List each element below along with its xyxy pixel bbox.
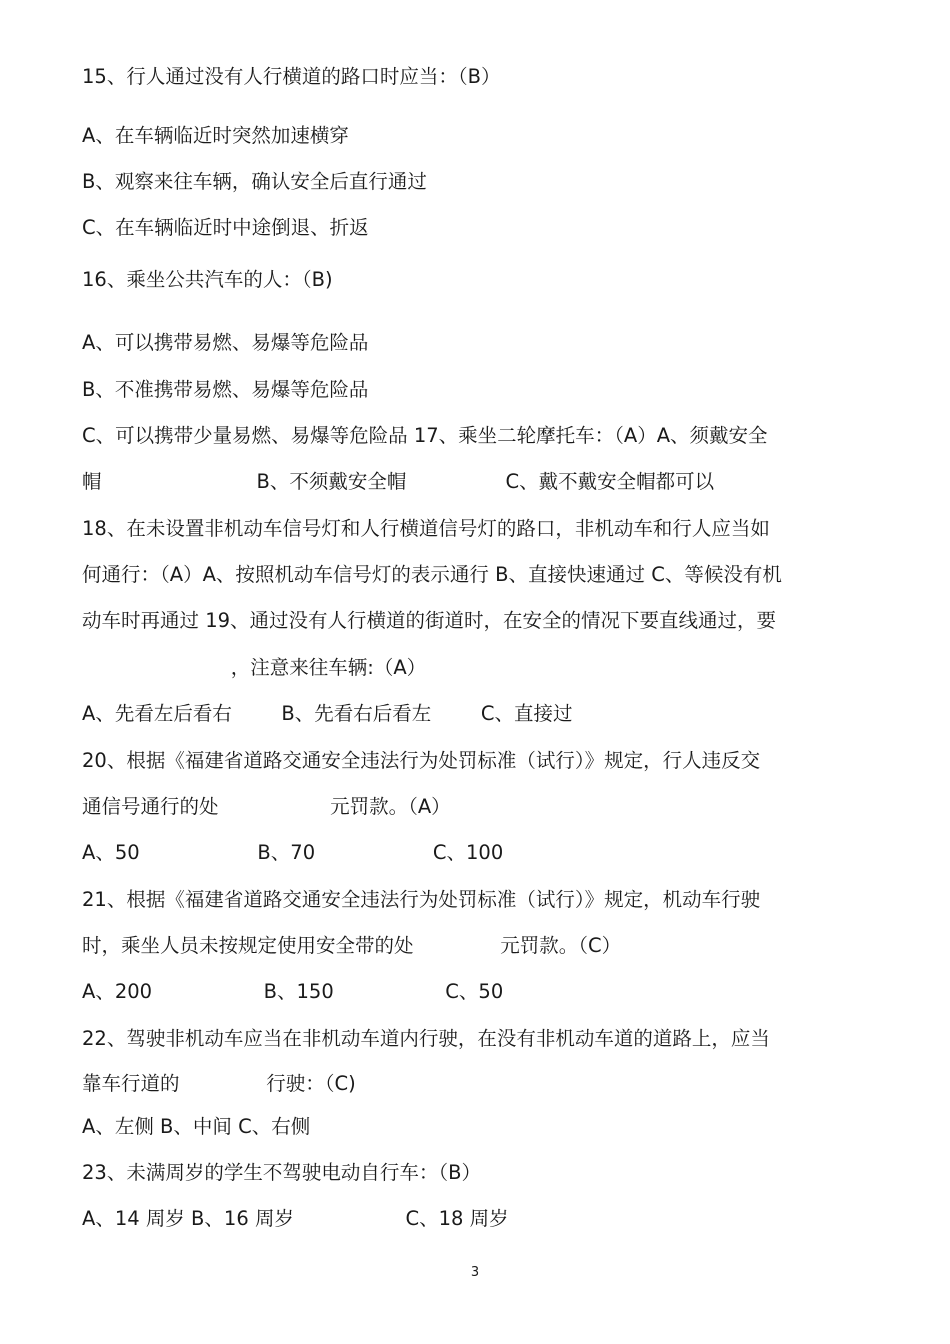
question-20-line2: 通信号通行的处 元罚款。（A） xyxy=(82,795,451,818)
question-15: 15、行人通过没有人行横道的路口时应当：（B） xyxy=(82,65,501,88)
question-18-line2: 何通行：（A）A、按照机动车信号灯的表示通行 B、直接快速通过 C、等候没有机 xyxy=(82,563,782,586)
question-16: 16、乘坐公共汽车的人：（B) xyxy=(82,268,333,291)
question-20-line1: 20、根据《福建省道路交通安全违法行为处罚标准（试行）》规定，行人违反交 xyxy=(82,749,761,772)
option-15b: B、观察来往车辆，确认安全后直行通过 xyxy=(82,170,427,193)
question-18-line1: 18、在未设置非机动车信号灯和人行横道信号灯的路口，非机动车和行人应当如 xyxy=(82,517,770,540)
option-15c: C、在车辆临近时中途倒退、折返 xyxy=(82,216,369,239)
question-21-line1: 21、根据《福建省道路交通安全违法行为处罚标准（试行）》规定，机动车行驶 xyxy=(82,888,761,911)
options-21: A、200 B、150 C、50 xyxy=(82,980,504,1003)
options-23: A、14 周岁 B、16 周岁 C、18 周岁 xyxy=(82,1207,509,1230)
option-16a: A、可以携带易燃、易爆等危险品 xyxy=(82,331,369,354)
options-17: 帽 B、不须戴安全帽 C、戴不戴安全帽都可以 xyxy=(82,470,715,493)
question-19-line2: ，注意来往车辆:（A） xyxy=(82,656,427,679)
page-number: 3 xyxy=(470,1265,480,1280)
options-22: A、左侧 B、中间 C、右侧 xyxy=(82,1115,311,1138)
question-22-line2: 靠车行道的 行驶：（C) xyxy=(82,1072,356,1095)
options-20: A、50 B、70 C、100 xyxy=(82,841,504,864)
question-22-line1: 22、驾驶非机动车应当在非机动车道内行驶，在没有非机动车道的道路上，应当 xyxy=(82,1027,770,1050)
question-21-line2: 时，乘坐人员未按规定使用安全带的处 元罚款。（C） xyxy=(82,934,622,957)
option-15a: A、在车辆临近时突然加速横穿 xyxy=(82,124,349,147)
option-16c-question-17: C、可以携带少量易燃、易爆等危险品 17、乘坐二轮摩托车：（A）A、须戴安全 xyxy=(82,424,768,447)
option-16b: B、不准携带易燃、易爆等危险品 xyxy=(82,378,369,401)
options-19: A、先看左后看右 B、先看右后看左 C、直接过 xyxy=(82,702,573,725)
question-19-line1: 动车时再通过 19、通过没有人行横道的街道时，在安全的情况下要直线通过，要 xyxy=(82,609,777,632)
question-23: 23、未满周岁的学生不驾驶电动自行车：（B） xyxy=(82,1161,481,1184)
